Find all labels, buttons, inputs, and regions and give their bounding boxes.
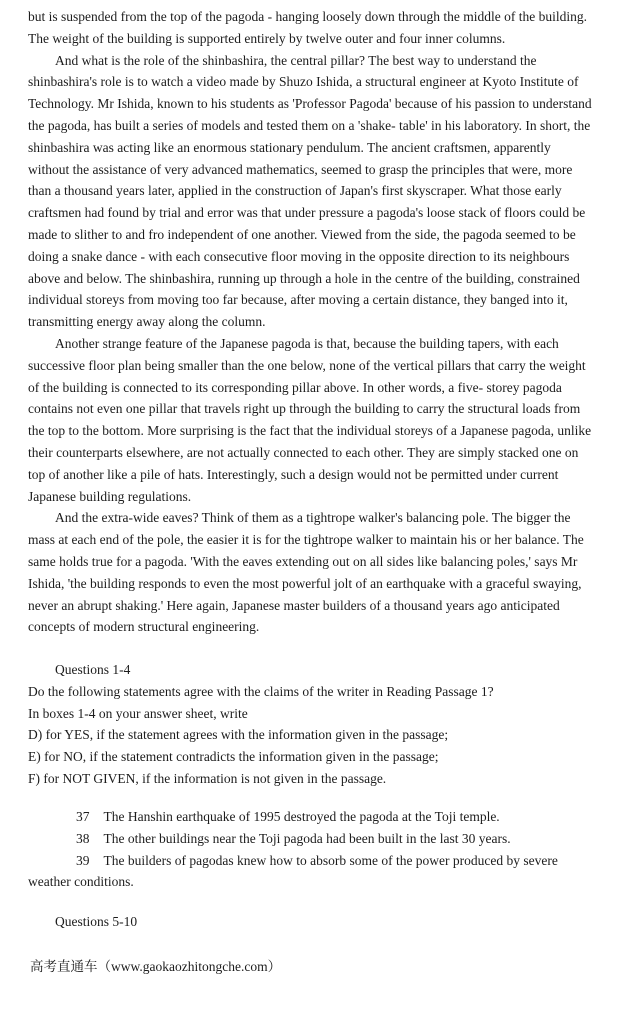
statement-text: The Hanshin earthquake of 1995 destroyed the pagoda at the Toji temple. — [103, 809, 500, 824]
statement-item — [28, 850, 594, 894]
passage-paragraph-continued: but is suspended from the top of the pagoda - hanging loosely down through the middle of the building. The weight of the building is supported entirely by twelve outer and four inner columns. — [28, 9, 588, 46]
questions-1-4-heading: Questions 1-4 — [55, 662, 131, 677]
instruction-line-option-yes: D) for YES, if the statement agrees with the information given in the passage; — [28, 727, 449, 743]
instruction-line: Do the following statements agree with the claims of the writer in Reading Passage 1? — [28, 683, 494, 699]
questions-1-4-section — [28, 659, 594, 790]
passage-paragraph: Another strange feature of the Japanese pagoda is that, because the building tapers, with each successive floor plan being smaller than the one below, none of the vertical pillars that carry the weight of the building is connected to its corresponding pillar above. In other words, a five- storey pagoda contains not even one pillar that travels right up through the building to carry the structural loads from the top to the bottom. More surprising is the fact that the individual storeys of a Japanese pagoda, unlike their counterparts elsewhere, are not actually connected to each other. They are simply stacked one on top of another like a pile of hats. Interestingly, such a design would not be permitted under current Japanese building regulations. — [28, 335, 592, 504]
instruction-line: In boxes 1-4 on your answer sheet, write — [28, 705, 248, 721]
statement-list — [28, 806, 594, 893]
statement-item — [28, 828, 594, 850]
passage-paragraph: And what is the role of the shinbashira, the central pillar? The best way to understand the shinbashira's role is to watch a video made by Shuzo Ishida, a structural engineer at Kyoto Institute of Technology. Mr Ishida, known to his students as 'Professor Pagoda' because of his passion to understand the pagoda, has built a series of models and tested them on a 'shake- table' in his laboratory. In short, the shinbashira was acting like an enormous stationary pendulum. The ancient craftsmen, apparently without the assistance of very advanced mathematics, seemed to grasp the principles that were, more than a thousand years later, applied in the construction of Japan's first skyscraper. What those early craftsmen had found by trial and error was that under pressure a pagoda's loose stack of floors could be made to slither to and fro independent of one another. Viewed from the side, the pagoda seemed to be doing a snake dance - with each consecutive floor moving in the opposite direction to its neighbours above and below. The shinbashira, running up through a hole in the centre of the building, constrained individual storeys from moving too far because, after moving a certain distance, they banged into it, transmitting energy away along the column. — [28, 52, 592, 330]
reading-passage — [28, 6, 594, 638]
statement-number: 39 — [76, 852, 90, 868]
instruction-line-option-no: E) for NO, if the statement contradicts the information given in the passage; — [28, 749, 439, 765]
statement-item — [28, 806, 594, 828]
passage-paragraph: And the extra-wide eaves? Think of them as a tightrope walker's balancing pole. The bigger the mass at each end of the pole, the easier it is for the tightrope walker to maintain his or her balance. The same holds true for a pagoda. 'With the eaves extending out on all sides like balancing poles,' says Mr Ishida, 'the building responds to even the most powerful jolt of an earthquake with a graceful swaying, never an abrupt shaking.' Here again, Japanese master builders of a thousand years ago anticipated concepts of modern structural engineering. — [28, 510, 584, 635]
statement-text: The other buildings near the Toji pagoda had been built in the last 30 years. — [103, 830, 511, 846]
footer-watermark: 高考直通车（www.gaokaozhitongche.com） — [30, 959, 282, 974]
statement-number: 37 — [76, 809, 90, 824]
statement-text: The builders of pagodas knew how to absorb some of the power produced by severe weather conditions. — [28, 852, 558, 890]
instruction-line-option-not-given: F) for NOT GIVEN, if the information is not given in the passage. — [28, 770, 387, 786]
questions-5-10-section — [28, 911, 594, 933]
statement-number: 38 — [76, 830, 90, 846]
questions-5-10-heading: Questions 5-10 — [55, 914, 138, 929]
